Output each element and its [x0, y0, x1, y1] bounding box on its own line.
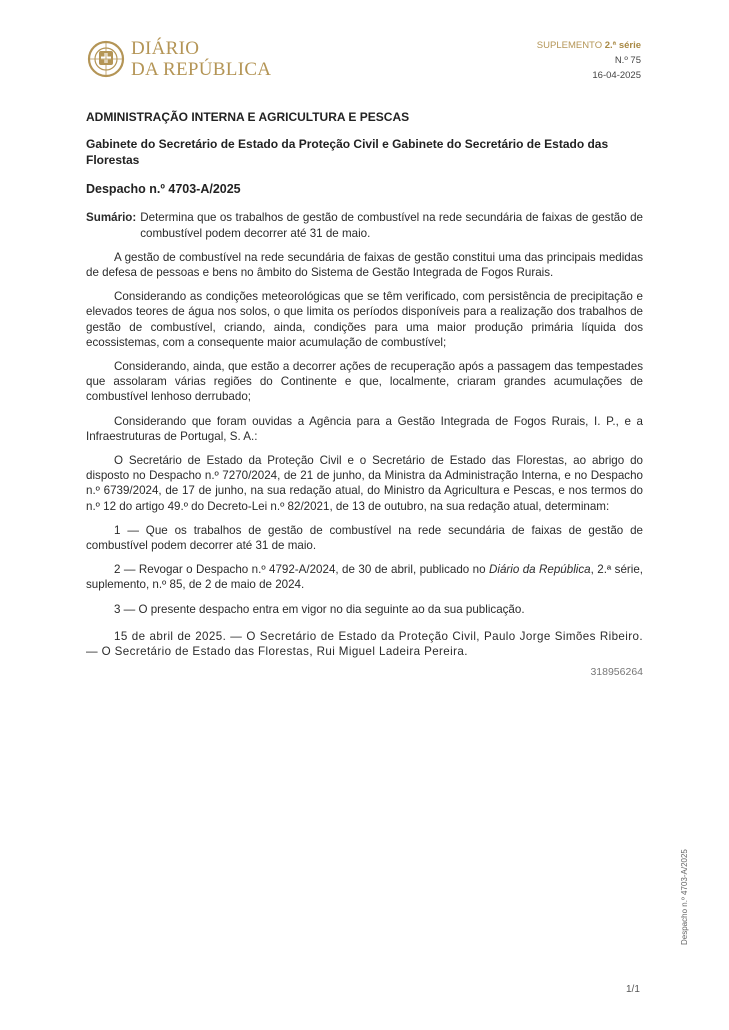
issue-number: N.º 75	[614, 55, 641, 66]
item-3: 3 — O presente despacho entra em vigor no dia seguinte ao da sua publicação.	[114, 602, 525, 616]
supplement-label	[537, 38, 641, 53]
signature-block: 15 de abril de 2025. — O Secretário de Estado da Proteção Civil, Paulo Jorge Simões Ribeiro. — O Secretário de Estado das Florestas, Rui Miguel Ladeira Pereira.	[86, 629, 643, 659]
summary	[86, 210, 643, 240]
supplement-prefix: SUPLEMENTO	[536, 40, 603, 51]
item-2-text-start: 2 — Revogar o Despacho n.º 4792-A/2024, de 30 de abril, publicado no	[114, 563, 489, 577]
logo-line-2: DA REPÚBLICA	[131, 59, 272, 80]
coat-of-arms-icon	[86, 39, 126, 79]
supplement-series: 2.ª série	[604, 40, 641, 51]
reference-number: 318956264	[590, 666, 643, 679]
despacho-title: Despacho n.º 4703-A/2025	[86, 182, 241, 197]
item-1: 1 — Que os trabalhos de gestão de combustível na rede secundária de faixas de gestão de combustível podem decorrer até 31 de maio.	[86, 523, 643, 553]
paragraph: Considerando as condições meteorológicas que se têm verificado, com persistência de precipitação e elevados teores de água nos solos, o que limita os períodos disponíveis para a realização dos trabalhos de gestão de combustível, criando, ainda, condições para uma maior produção primária líquida dos ecossistemas, com a consequente maior acumulação de combustível;	[86, 290, 643, 349]
paragraph: Considerando que foram ouvidas a Agência para a Gestão Integrada de Fogos Rurais, I. P., e a Infraestruturas de Portugal, S. A.:	[86, 414, 643, 443]
section-title: ADMINISTRAÇÃO INTERNA E AGRICULTURA E PESCAS	[86, 110, 410, 124]
document-body	[86, 110, 643, 680]
item-2-text-end: , 2.ª série, suplemento, n.º 85, de 2 de maio de 2024.	[86, 563, 644, 592]
paragraph: A gestão de combustível na rede secundária de faixas de gestão constitui uma das principais medidas de defesa de pessoas e bens no âmbito do Sistema de Gestão Integrada de Fogos Rurais.	[86, 250, 643, 280]
logo-line-1: DIÁRIO	[131, 38, 200, 59]
summary-label: Sumário:	[86, 211, 137, 225]
page-number: 1/1	[626, 984, 640, 995]
paragraph: O Secretário de Estado da Proteção Civil e o Secretário de Estado das Florestas, ao abrigo do disposto no Despacho n.º 7270/2024, de 21 de junho, da Ministra da Administração Interna, e no Despacho n.º 6739/2024, de 17 de junho, na sua redação atual, do Ministro da Agricultura e Pescas, e nos termos do n.º 12 do artigo 49.º do Decreto-Lei n.º 82/2021, de 13 de outubro, na sua redação atual, determinam:	[86, 454, 643, 513]
paragraph: Considerando, ainda, que estão a decorrer ações de recuperação após a passagem das tempestades que assolaram várias regiões do Continente e que, localmente, criaram grandes acumulações de combustível lenhoso derrubado;	[86, 360, 643, 404]
item-2	[86, 562, 643, 592]
side-reference: Despacho n.º 4703-A/2025	[680, 849, 689, 945]
summary-text: Determina que os trabalhos de gestão de combustível na rede secundária de faixas de gestão de combustível podem decorrer até 31 de maio.	[140, 211, 643, 240]
issue-date: 16-04-2025	[592, 70, 641, 81]
issuing-office: Gabinete do Secretário de Estado da Proteção Civil e Gabinete do Secretário de Estado das Florestas	[86, 137, 609, 168]
diario-da-republica-logo	[86, 38, 271, 80]
item-2-publication-name: Diário da República	[489, 563, 591, 577]
issue-metadata	[537, 38, 641, 83]
